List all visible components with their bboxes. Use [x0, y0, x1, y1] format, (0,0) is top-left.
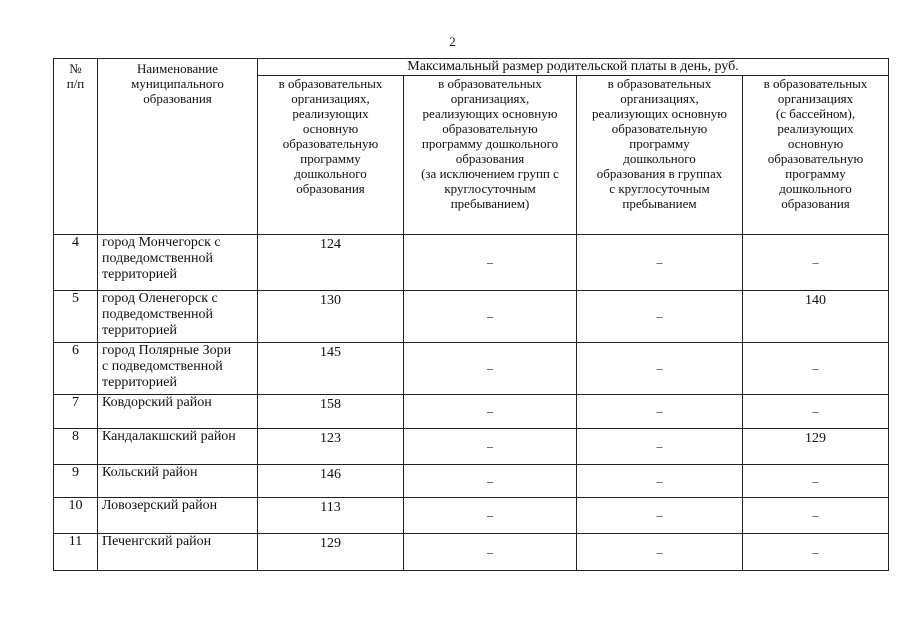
row-fee-pool: –	[743, 465, 889, 498]
row-fee-24h: –	[577, 534, 743, 571]
row-fee-basic: 113	[258, 498, 404, 534]
row-fee-excl-24h: –	[404, 465, 577, 498]
row-fee-excl-24h: –	[404, 235, 577, 291]
row-fee-pool: 129	[743, 429, 889, 465]
row-fee-24h: –	[577, 291, 743, 343]
row-municipality: Ловозерский район	[98, 498, 258, 534]
table-row	[54, 465, 889, 498]
header-col-24h: в образовательных организациях, реализующих основную образовательную программу дошкольного образования в группах с круглосуточным пребыванием	[577, 76, 743, 235]
row-fee-pool: –	[743, 235, 889, 291]
row-fee-24h: –	[577, 429, 743, 465]
row-fee-basic: 158	[258, 395, 404, 429]
table-row	[54, 429, 889, 465]
row-fee-basic: 130	[258, 291, 404, 343]
row-municipality: Кольский район	[98, 465, 258, 498]
row-municipality: город Полярные Зори с подведомственной территорией	[98, 343, 258, 395]
row-fee-excl-24h: –	[404, 343, 577, 395]
row-fee-excl-24h: –	[404, 498, 577, 534]
table-row	[54, 291, 889, 343]
row-number: 6	[54, 343, 98, 395]
row-fee-pool: 140	[743, 291, 889, 343]
row-number: 9	[54, 465, 98, 498]
fee-table-container	[53, 58, 889, 571]
row-fee-excl-24h: –	[404, 395, 577, 429]
row-fee-basic: 146	[258, 465, 404, 498]
row-number: 7	[54, 395, 98, 429]
row-fee-pool: –	[743, 395, 889, 429]
row-municipality: город Оленегорск с подведомственной территорией	[98, 291, 258, 343]
row-fee-excl-24h: –	[404, 534, 577, 571]
header-number: № п/п	[54, 59, 98, 235]
row-fee-pool: –	[743, 498, 889, 534]
page-number: 2	[449, 34, 456, 49]
row-municipality: Ковдорский район	[98, 395, 258, 429]
header-col-excl-24h: в образовательных организациях, реализующих основную образовательную программу дошкольного образования (за исключением групп с круглосуточным пребыванием)	[404, 76, 577, 235]
row-fee-pool: –	[743, 534, 889, 571]
table-header-row	[54, 59, 889, 76]
row-fee-basic: 123	[258, 429, 404, 465]
row-number: 11	[54, 534, 98, 571]
row-municipality: город Мончегорск с подведомственной территорией	[98, 235, 258, 291]
parental-fee-table	[53, 58, 889, 571]
row-fee-basic: 145	[258, 343, 404, 395]
row-fee-basic: 124	[258, 235, 404, 291]
header-municipality: Наименование муниципального образования	[98, 59, 258, 235]
row-fee-24h: –	[577, 498, 743, 534]
header-col-pool: в образовательных организациях (с бассейном), реализующих основную образовательную программу дошкольного образования	[743, 76, 889, 235]
row-fee-24h: –	[577, 343, 743, 395]
row-number: 10	[54, 498, 98, 534]
row-fee-24h: –	[577, 235, 743, 291]
header-col-basic: в образовательных организациях, реализующих основную образовательную программу дошкольного образования	[258, 76, 404, 235]
row-fee-24h: –	[577, 465, 743, 498]
row-fee-pool: –	[743, 343, 889, 395]
row-fee-excl-24h: –	[404, 291, 577, 343]
table-row	[54, 343, 889, 395]
row-number: 8	[54, 429, 98, 465]
row-fee-basic: 129	[258, 534, 404, 571]
table-row	[54, 534, 889, 571]
header-max-fee: Максимальный размер родительской платы в день, руб.	[258, 59, 889, 76]
table-row	[54, 395, 889, 429]
row-municipality: Кандалакшский район	[98, 429, 258, 465]
table-row	[54, 235, 889, 291]
row-number: 4	[54, 235, 98, 291]
row-fee-excl-24h: –	[404, 429, 577, 465]
row-fee-24h: –	[577, 395, 743, 429]
row-number: 5	[54, 291, 98, 343]
table-row	[54, 498, 889, 534]
row-municipality: Печенгский район	[98, 534, 258, 571]
